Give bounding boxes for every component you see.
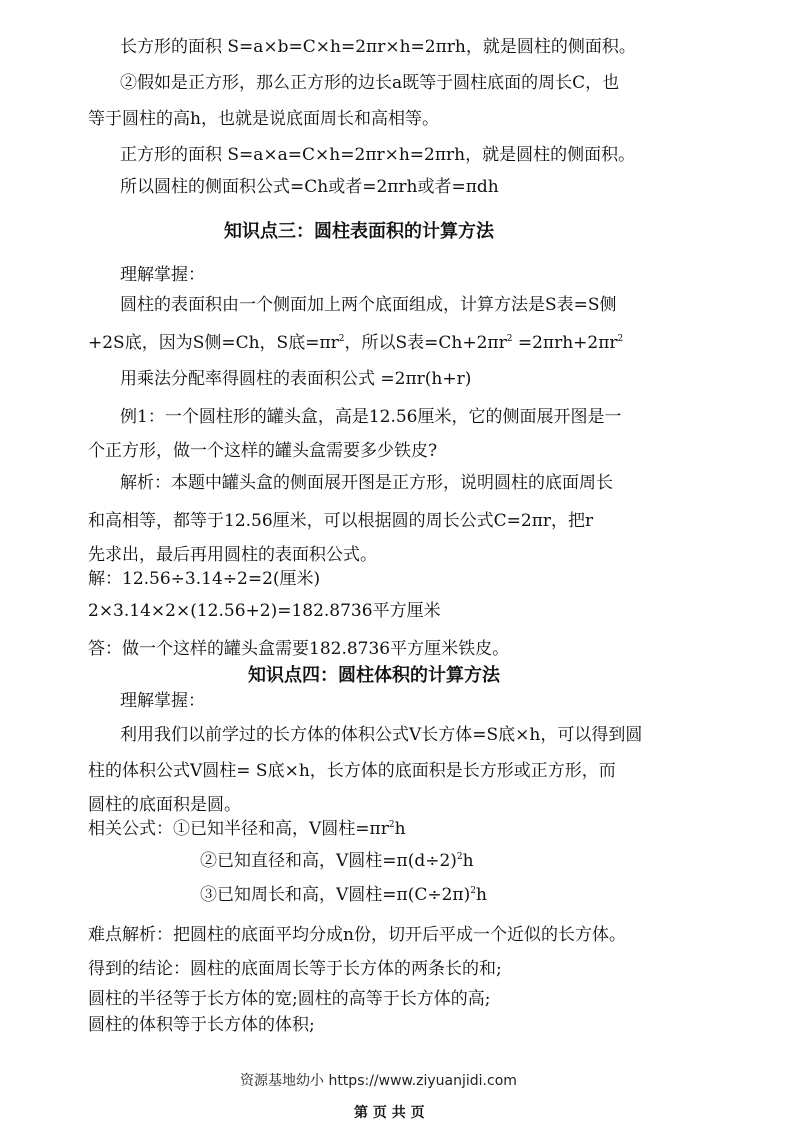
text-line: 解析：本题中罐头盒的侧面展开图是正方形，说明圆柱的底面周长 xyxy=(120,473,613,493)
text-line: 答：做一个这样的罐头盒需要182.8736平方厘米铁皮。 xyxy=(88,639,510,659)
text-line xyxy=(88,332,623,354)
superscript: 2 xyxy=(470,886,476,896)
text-line xyxy=(200,850,474,872)
text-line: ②假如是正方形，那么正方形的边长a既等于圆柱底面的周长C，也 xyxy=(120,73,620,93)
text-line: 解：12.56÷3.14÷2=2(厘米) xyxy=(88,569,321,589)
text-line: 和高相等，都等于12.56厘米，可以根据圆的周长公式C=2πr，把r xyxy=(88,511,594,531)
formula-part: ，所以S表=Ch+2πr xyxy=(344,333,507,353)
text-line: 个正方形，做一个这样的罐头盒需要多少铁皮? xyxy=(88,441,438,461)
superscript: 2 xyxy=(456,852,463,862)
text-line: 圆柱的表面积由一个侧面加上两个底面组成，计算方法是S表=S侧 xyxy=(120,295,617,315)
formula-part: ②已知直径和高，V圆柱=π(d÷2) xyxy=(200,851,457,871)
superscript: 2 xyxy=(388,820,395,830)
text-line: 圆柱的底面积是圆。 xyxy=(88,795,241,815)
text-line: 柱的体积公式V圆柱= S底×h，长方体的底面积是长方形或正方形，而 xyxy=(88,761,616,781)
text-line: 理解掌握： xyxy=(120,691,205,711)
source-footer: 资源基地幼小 https://www.ziyuanjidi.com xyxy=(240,1073,517,1089)
text-line: 先求出，最后再用圆柱的表面积公式。 xyxy=(88,545,377,565)
text-line: 利用我们以前学过的长方体的体积公式V长方体=S底×h，可以得到圆 xyxy=(120,725,643,745)
text-line xyxy=(200,884,487,906)
text-line xyxy=(88,818,406,840)
text-line: 得到的结论：圆柱的底面周长等于长方体的两条长的和; xyxy=(88,959,502,979)
formula-part: h xyxy=(475,885,487,905)
text-line: 用乘法分配率得圆柱的表面积公式 =2πr(h+r) xyxy=(120,369,472,389)
formula-part: =2πrh+2πr xyxy=(512,333,618,353)
page-number: 第 页 共 页 xyxy=(354,1105,425,1121)
formula-part: h xyxy=(394,819,406,839)
text-line: 正方形的面积 S=a×a=C×h=2πr×h=2πrh，就是圆柱的侧面积。 xyxy=(120,145,636,165)
section-heading-3: 知识点三：圆柱表面积的计算方法 xyxy=(224,221,494,242)
text-line: 所以圆柱的侧面积公式=Ch或者=2πrh或者=πdh xyxy=(120,177,499,197)
text-line: 圆柱的半径等于长方体的宽;圆柱的高等于长方体的高; xyxy=(88,989,491,1009)
text-line: 难点解析：把圆柱的底面平均分成n份，切开后平成一个近似的长方体。 xyxy=(88,925,626,945)
formula-part: ③已知周长和高，V圆柱=π(C÷2π) xyxy=(200,885,471,905)
formula-part: +2S底，因为S侧=Ch，S底=πr xyxy=(88,333,339,353)
formula-part: h xyxy=(462,851,474,871)
text-line: 等于圆柱的高h，也就是说底面周长和高相等。 xyxy=(88,109,439,129)
text-line: 长方形的面积 S=a×b=C×h=2πr×h=2πrh，就是圆柱的侧面积。 xyxy=(120,37,636,57)
text-line: 理解掌握： xyxy=(120,265,205,285)
superscript: 2 xyxy=(506,334,513,344)
text-line: 圆柱的体积等于长方体的体积; xyxy=(88,1015,315,1035)
text-line: 例1：一个圆柱形的罐头盒，高是12.56厘米，它的侧面展开图是一 xyxy=(120,407,622,427)
formula-part: 相关公式：①已知半径和高，V圆柱=πr xyxy=(88,819,389,839)
superscript: 2 xyxy=(617,334,624,344)
section-heading-4: 知识点四：圆柱体积的计算方法 xyxy=(248,665,500,686)
superscript: 2 xyxy=(338,334,345,344)
text-line: 2×3.14×2×(12.56+2)=182.8736平方厘米 xyxy=(88,601,441,621)
